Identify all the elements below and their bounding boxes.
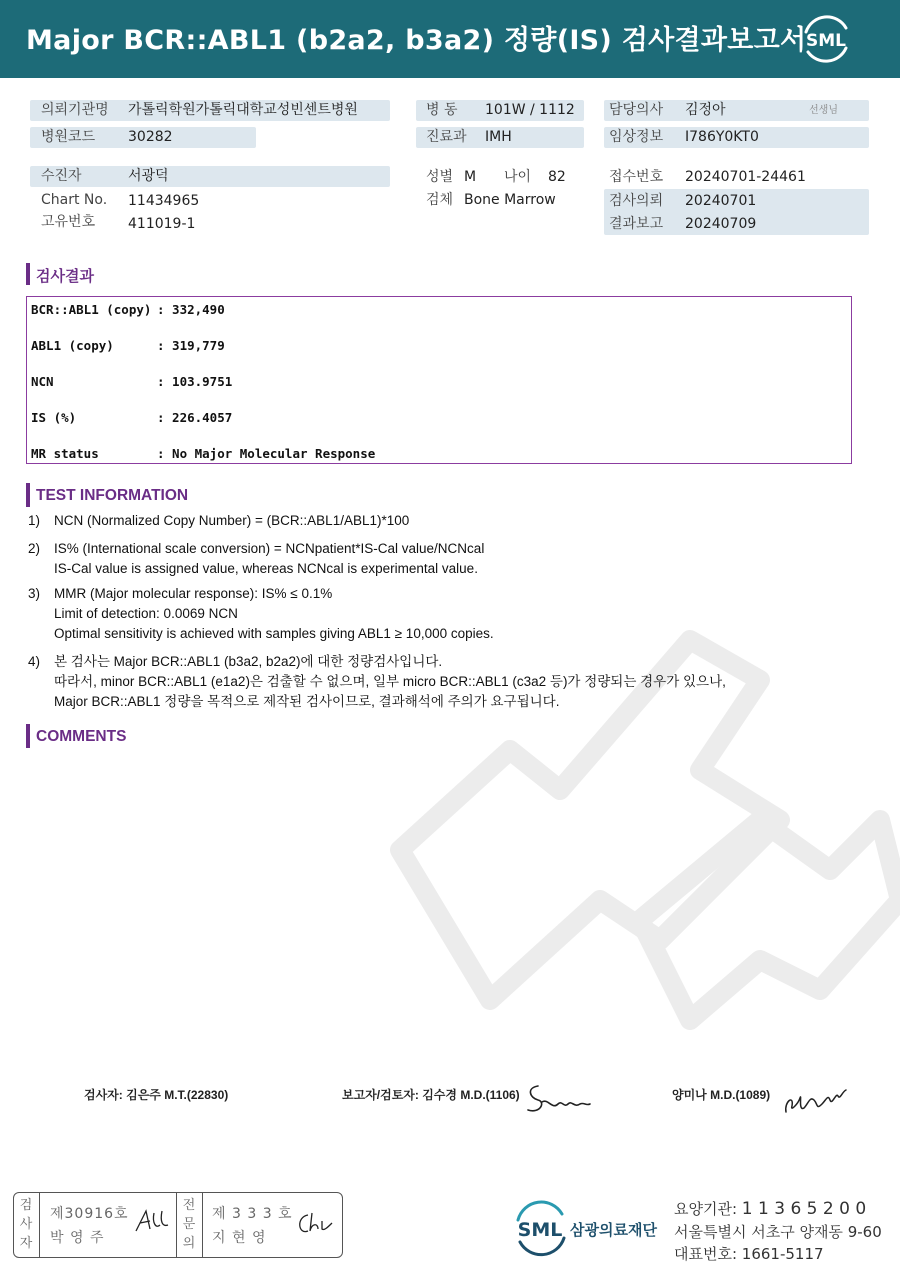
doctor-label: 담당의사	[609, 102, 664, 118]
result-value: : 332,490	[157, 302, 225, 317]
test-info-section-title: TEST INFORMATION	[36, 487, 189, 504]
test-info-line: MMR (Major molecular response): IS% ≤ 0.1%	[54, 586, 333, 601]
hospital-code-label: 병원코드	[41, 129, 96, 145]
receipt-value: 20240701-24461	[685, 169, 806, 185]
test-info-line: Limit of detection: 0.0069 NCN	[54, 606, 238, 621]
footer-phone-value: 1661-5117	[741, 1245, 824, 1263]
result-key: ABL1 (copy)	[31, 338, 114, 353]
test-info-num: 1)	[28, 513, 41, 528]
result-value: : 226.4057	[157, 410, 233, 425]
result-value: : 103.9751	[157, 374, 233, 389]
result-row-is	[31, 410, 232, 425]
test-info-line: NCN (Normalized Copy Number) = (BCR::ABL1/ABL1)*100	[54, 513, 410, 528]
specimen-value: Bone Marrow	[464, 192, 556, 208]
stamp-left-vertical-2: 사	[19, 1217, 33, 1232]
results-section-title: 검사결과	[36, 267, 94, 285]
test-info-line: 본 검사는 Major BCR::ABL1 (b3a2, b2a2)에 대한 정량검사입니다.	[54, 654, 443, 669]
reporter-signature-mark	[524, 1080, 594, 1124]
request-date-value: 20240701	[685, 193, 757, 209]
specimen-label: 검체	[426, 192, 454, 208]
stamp-right-vertical-3: 의	[182, 1236, 196, 1251]
institution-label: 의뢰기관명	[41, 102, 109, 118]
footer-org-name: 삼광의료재단	[570, 1221, 657, 1239]
stamp-left-number: 제30916호	[50, 1206, 129, 1222]
result-key: MR status	[31, 446, 99, 461]
result-row-mr-status	[31, 446, 375, 461]
stamp-left-name: 박 영 주	[50, 1230, 105, 1246]
sml-logo	[798, 12, 854, 66]
result-row-bcr-abl1	[31, 302, 225, 317]
footer-sml-logo	[508, 1198, 574, 1262]
test-info-num: 4)	[28, 654, 41, 669]
unique-no-value: 411019-1	[128, 216, 196, 232]
watermark-logo	[360, 520, 900, 1044]
hospital-code-value: 30282	[128, 129, 173, 145]
result-row-ncn	[31, 374, 232, 389]
chart-no-value: 11434965	[128, 193, 200, 209]
result-key: BCR::ABL1 (copy)	[31, 302, 152, 317]
sex-label: 성별	[426, 169, 454, 185]
footer-address: 서울특별시 서초구 양재동 9-60	[674, 1223, 882, 1241]
third-signature-line: 양미나 M.D.(1089)	[672, 1088, 771, 1102]
request-date-label: 검사의뢰	[609, 193, 664, 209]
patient-label: 수진자	[41, 168, 82, 184]
stamp-right-signature	[294, 1209, 334, 1243]
stamp-right-vertical-1: 전	[182, 1198, 196, 1213]
report-date-label: 결과보고	[609, 216, 664, 232]
institution-value: 가톨릭학원가톨릭대학교성빈센트병원	[128, 102, 358, 118]
result-value: : 319,779	[157, 338, 225, 353]
clinical-value: I786Y0KT0	[685, 129, 759, 145]
test-info-line: IS-Cal value is assigned value, whereas NCNcal is experimental value.	[54, 561, 478, 576]
doctor-suffix: 선생님	[809, 105, 838, 116]
test-info-num: 2)	[28, 541, 41, 556]
dept-value: IMH	[485, 129, 512, 145]
sex-value: M	[464, 169, 477, 185]
results-box	[26, 296, 852, 464]
test-info-line: Optimal sensitivity is achieved with samples giving ABL1 ≥ 10,000 copies.	[54, 626, 494, 641]
ward-label: 병 동	[426, 102, 458, 118]
age-value: 82	[548, 169, 566, 185]
report-header	[0, 0, 900, 78]
svg-text:SML: SML	[806, 31, 846, 51]
result-key: NCN	[31, 374, 54, 389]
chart-no-label: Chart No.	[41, 192, 108, 208]
report-date-value: 20240709	[685, 216, 757, 232]
clinical-label: 임상정보	[609, 129, 664, 145]
stamp-right-name: 지 현 영	[212, 1230, 267, 1246]
stamp-left-vertical-3: 자	[19, 1236, 33, 1251]
reporter-signature-line: 보고자/검토자: 김수경 M.D.(1106)	[342, 1088, 520, 1102]
footer-agency-value: 1 1 3 6 5 2 0 0	[741, 1199, 867, 1219]
third-signature-mark	[780, 1082, 850, 1122]
result-key: IS (%)	[31, 410, 77, 425]
unique-no-label: 고유번호	[41, 214, 96, 230]
comments-section-bar	[26, 724, 30, 748]
ward-value: 101W / 1112	[485, 102, 575, 118]
tester-signature-line: 검사자: 김은주 M.T.(22830)	[84, 1088, 229, 1102]
test-info-line: 따라서, minor BCR::ABL1 (e1a2)은 검출할 수 없으며, 일부 micro BCR::ABL1 (c3a2 등)가 정량되는 경우가 있으나,	[54, 674, 726, 689]
results-section-bar	[26, 263, 30, 285]
report-title: Major BCR::ABL1 (b2a2, b3a2) 정량(IS) 검사결과보고서	[26, 25, 807, 56]
result-value: : No Major Molecular Response	[157, 446, 376, 461]
age-label: 나이	[504, 169, 532, 185]
patient-value: 서광덕	[128, 168, 169, 184]
footer-phone-label: 대표번호:	[674, 1245, 738, 1263]
stamp-left-signature	[132, 1207, 172, 1241]
test-info-line: IS% (International scale conversion) = NCNpatient*IS-Cal value/NCNcal	[54, 541, 485, 556]
result-row-abl1	[31, 338, 225, 353]
dept-label: 진료과	[426, 129, 467, 145]
receipt-label: 접수번호	[609, 169, 664, 185]
svg-text:SML: SML	[517, 1219, 563, 1241]
stamp-right-number: 제 3 3 3 호	[212, 1206, 293, 1222]
stamp-left-vertical-1: 검	[19, 1198, 33, 1213]
footer-agency-label: 요양기관:	[674, 1200, 738, 1218]
stamp-right-vertical-2: 문	[182, 1217, 196, 1232]
test-info-section-bar	[26, 483, 30, 507]
license-stamp	[13, 1192, 343, 1258]
patient-row-bg	[30, 166, 390, 187]
footer-phone	[674, 1243, 824, 1264]
footer-agency	[674, 1198, 866, 1219]
comments-section-title: COMMENTS	[36, 728, 127, 745]
test-info-num: 3)	[28, 586, 41, 601]
test-info-line: Major BCR::ABL1 정량을 목적으로 제작된 검사이므로, 결과해석에 주의가 요구됩니다.	[54, 694, 560, 709]
doctor-value: 김정아	[685, 102, 726, 118]
